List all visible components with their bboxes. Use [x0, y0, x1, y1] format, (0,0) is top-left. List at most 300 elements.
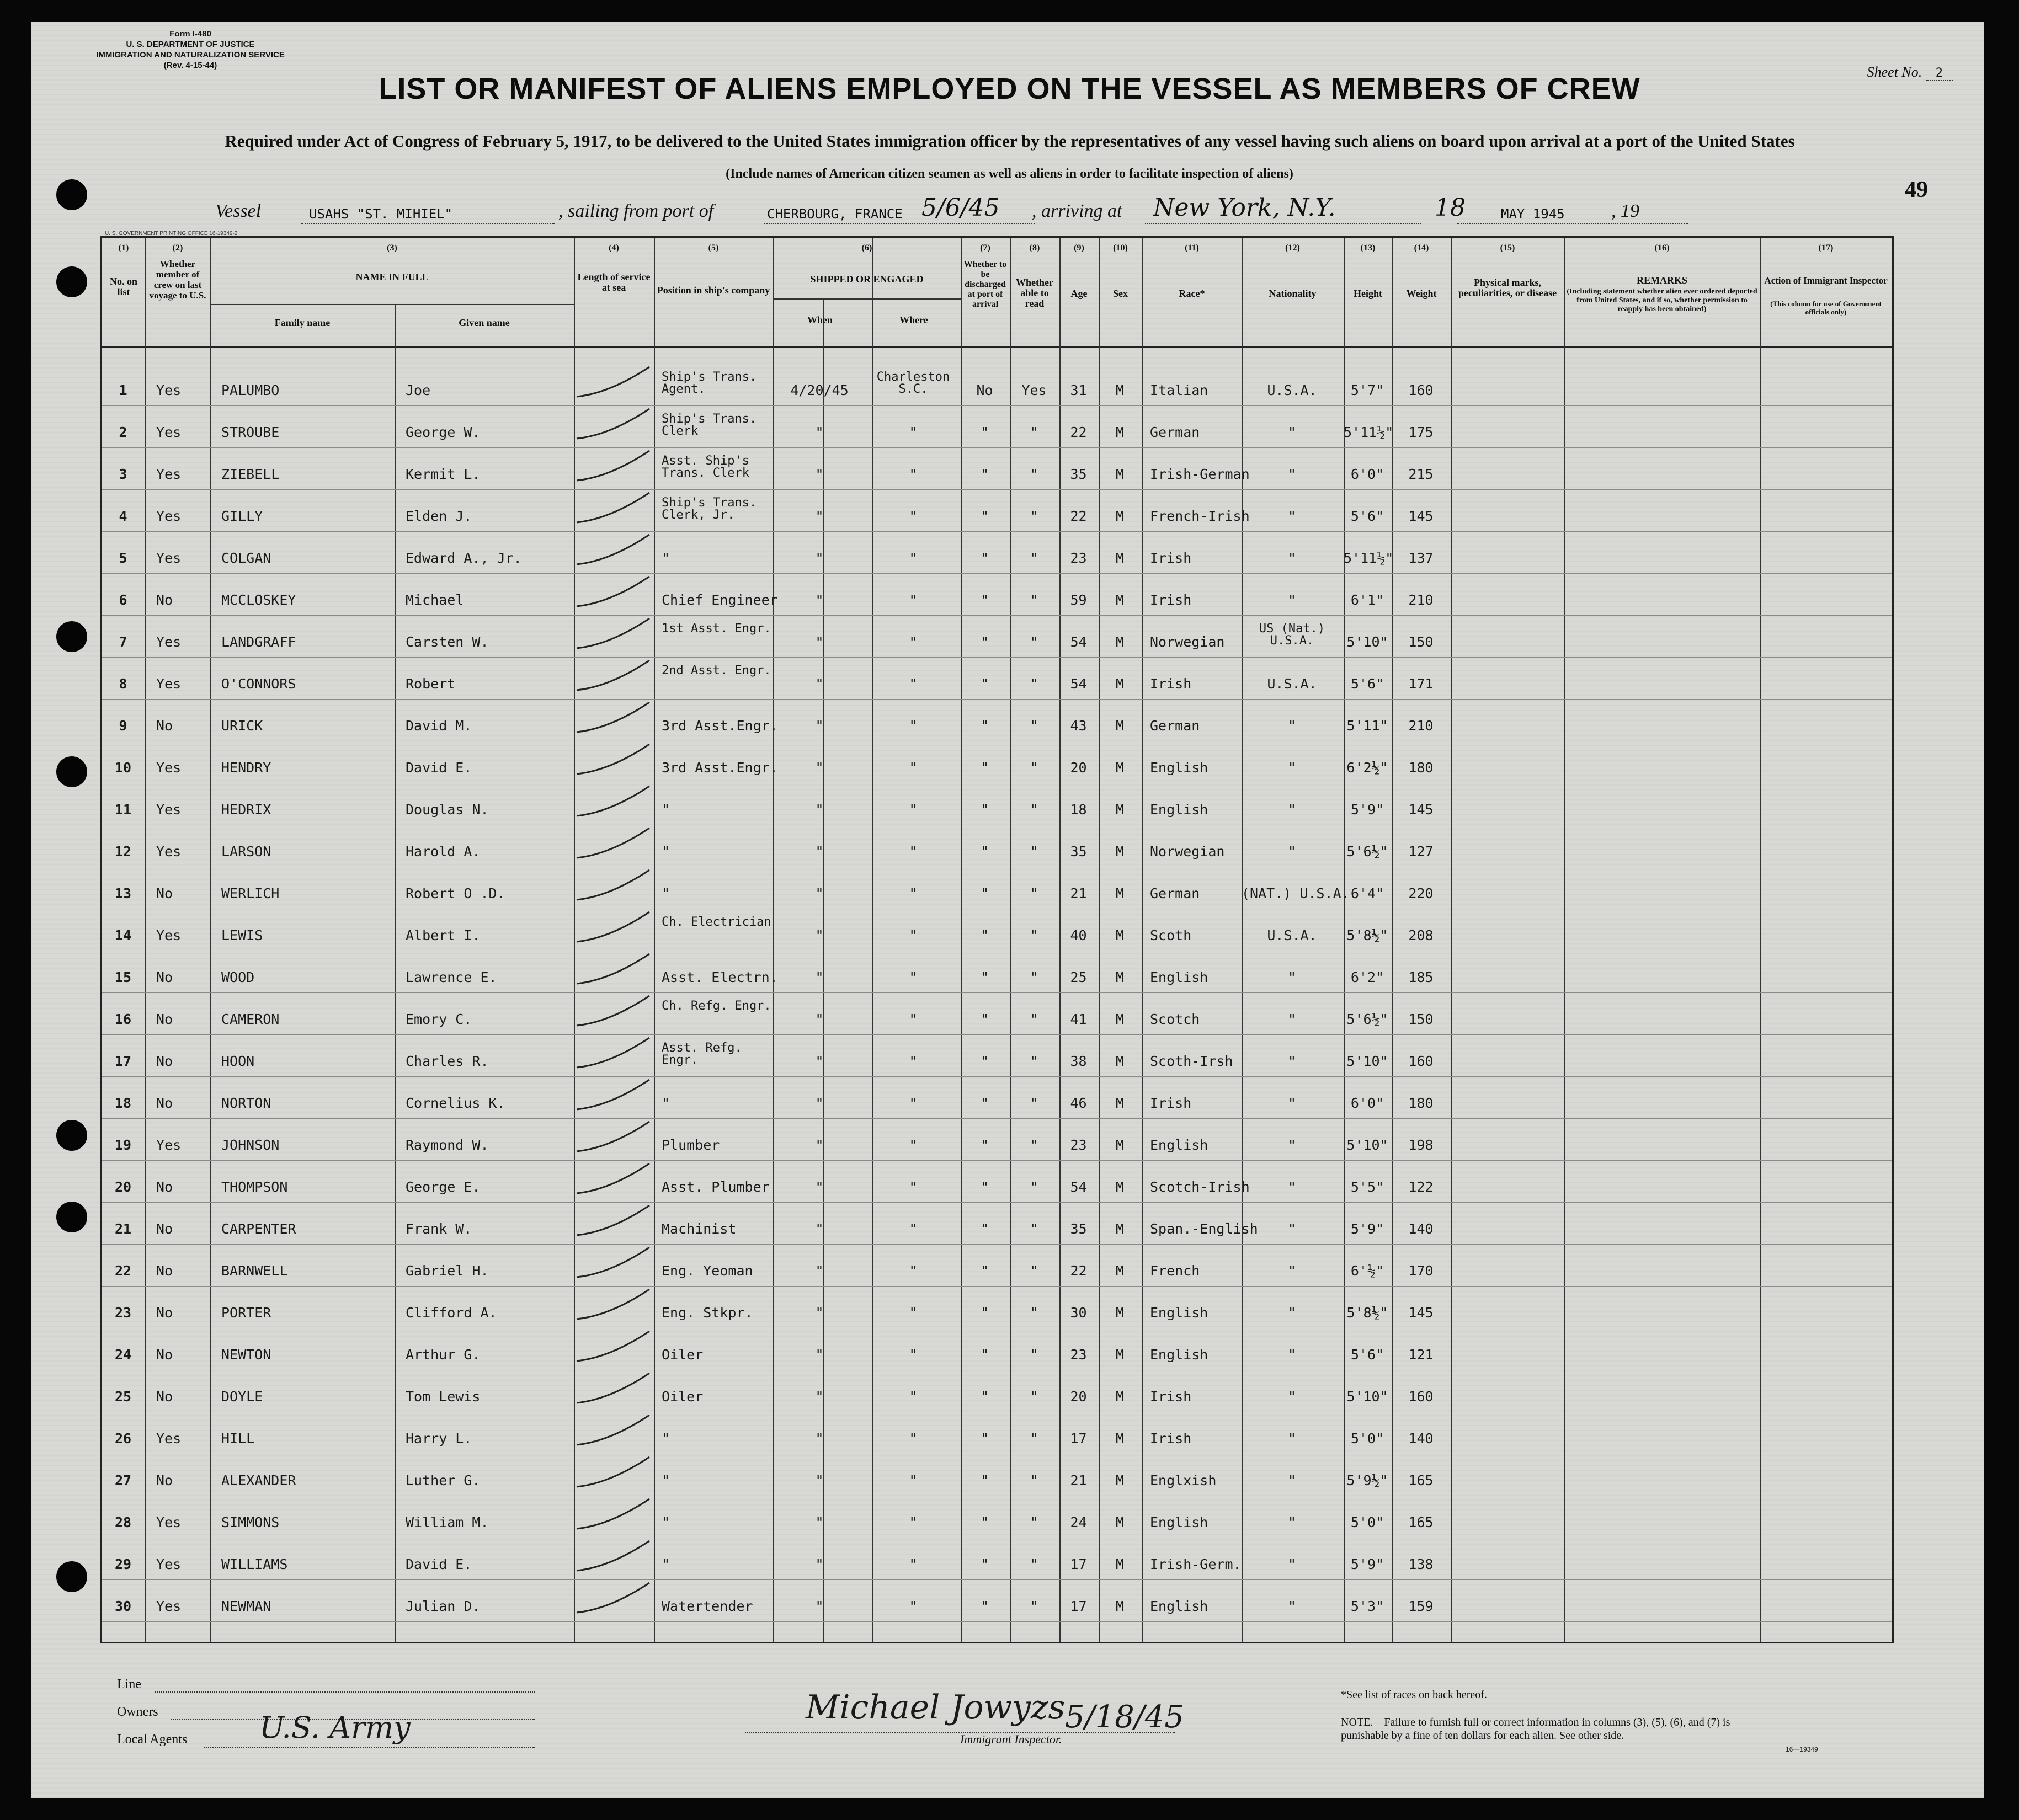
cell-family-name: NORTON [221, 1095, 271, 1111]
cell-given-name: Michael [406, 592, 464, 608]
cell-row-number: 6 [119, 592, 127, 608]
cell-height: 5'9" [1350, 1221, 1384, 1237]
cell-given-name: Arthur G. [406, 1347, 481, 1363]
cell-family-name: LEWIS [221, 927, 263, 943]
cell-discharged: " [980, 1179, 989, 1195]
port-date: 5/6/45 [921, 194, 1000, 222]
cell-shipped-when: " [815, 676, 824, 692]
service-length-mark [577, 1247, 649, 1277]
cell-discharged: " [980, 508, 989, 524]
cell-sex: M [1115, 508, 1125, 524]
cell-age: 35 [1070, 844, 1087, 860]
arrival-month-year: MAY 1945 [1501, 206, 1565, 222]
cell-weight: 122 [1408, 1179, 1434, 1195]
cell-last-voyage: Yes [156, 424, 182, 440]
cell-family-name: WERLICH [221, 885, 280, 901]
cell-weight: 160 [1408, 382, 1434, 398]
cell-weight: 208 [1408, 927, 1434, 943]
cell-shipped-when: " [815, 1389, 824, 1405]
cell-age: 21 [1070, 885, 1087, 901]
cell-discharged: " [980, 466, 989, 482]
service-length-mark [577, 367, 649, 397]
cell-nationality: " [1287, 802, 1297, 818]
cell-sex: M [1115, 1598, 1125, 1614]
owners-label: Owners [117, 1705, 158, 1719]
cell-race: French-Irish [1150, 508, 1250, 524]
cell-able-to-read: " [1030, 760, 1038, 776]
cell-discharged: " [980, 844, 989, 860]
cell-shipped-when: " [815, 1137, 824, 1153]
cell-position: Ship's Trans. Agent. [662, 370, 757, 396]
cell-given-name: Douglas N. [406, 802, 489, 818]
cell-position: Asst. Plumber [662, 1179, 770, 1195]
cell-last-voyage: Yes [156, 1598, 182, 1614]
cell-nationality: " [1287, 760, 1297, 776]
cell-family-name: THOMPSON [221, 1179, 288, 1195]
cell-nationality: " [1287, 1221, 1297, 1237]
local-agents-label: Local Agents [117, 1732, 188, 1747]
cell-sex: M [1115, 466, 1125, 482]
cell-nationality: " [1287, 1514, 1297, 1530]
cell-sex: M [1115, 1431, 1125, 1447]
cell-nationality: U.S.A. [1267, 382, 1317, 398]
cell-able-to-read: " [1030, 1431, 1038, 1447]
cell-race: English [1150, 1347, 1208, 1363]
cell-nationality: U.S.A. [1267, 676, 1317, 692]
cell-able-to-read: " [1030, 1305, 1038, 1321]
cell-discharged: " [980, 1598, 989, 1614]
cell-sex: M [1115, 382, 1125, 398]
service-length-mark [577, 954, 649, 984]
cell-sex: M [1115, 1305, 1125, 1321]
cell-weight: 171 [1408, 676, 1434, 692]
cell-given-name: Kermit L. [406, 466, 481, 482]
cell-shipped-when: " [815, 718, 824, 734]
cell-position: 1st Asst. Engr. [662, 622, 771, 636]
cell-given-name: Harold A. [406, 844, 481, 860]
cell-able-to-read: " [1030, 1389, 1038, 1405]
cell-row-number: 22 [114, 1263, 132, 1279]
cell-height: 5'5" [1350, 1179, 1384, 1195]
cell-weight: 210 [1408, 592, 1434, 608]
cell-shipped-when: " [815, 844, 824, 860]
cell-discharged: " [980, 1514, 989, 1530]
cell-family-name: LANDGRAFF [221, 634, 296, 650]
cell-nationality: " [1287, 1472, 1297, 1488]
cell-shipped-when: " [815, 1263, 824, 1279]
service-length-mark [577, 535, 649, 564]
binder-hole [56, 756, 87, 787]
cell-height: 5'0" [1350, 1431, 1384, 1447]
cell-nationality: U.S.A. [1267, 927, 1317, 943]
cell-age: 54 [1070, 676, 1087, 692]
cell-sex: M [1115, 1179, 1125, 1195]
cell-sex: M [1115, 1137, 1125, 1153]
cell-nationality: " [1287, 1263, 1297, 1279]
column-number-17: (17) [1818, 243, 1834, 253]
header-race: Race* [1179, 288, 1205, 299]
cell-sex: M [1115, 1011, 1125, 1027]
cell-last-voyage: Yes [156, 802, 182, 818]
header-age: Age [1070, 288, 1088, 299]
sheet-value: 2 [1926, 66, 1953, 81]
service-length-mark [577, 451, 649, 481]
cell-row-number: 5 [119, 550, 127, 566]
service-length-mark [577, 618, 649, 648]
sailing-label: , sailing from port of [558, 201, 714, 221]
cell-row-number: 4 [119, 508, 127, 524]
cell-height: 5'6" [1350, 1347, 1384, 1363]
cell-nationality: " [1287, 844, 1297, 860]
cell-able-to-read: " [1030, 1137, 1038, 1153]
cell-position: 3rd Asst.Engr. [662, 718, 778, 734]
cell-shipped-where: " [909, 466, 918, 482]
cell-race: Scoth-Irsh [1150, 1053, 1233, 1069]
cell-sex: M [1115, 718, 1125, 734]
cell-position: Chief Engineer [662, 592, 778, 608]
service-length-mark [577, 1205, 649, 1235]
cell-shipped-where: Charleston S.C. [876, 370, 950, 396]
cell-row-number: 8 [119, 676, 127, 692]
cell-given-name: Raymond W. [406, 1137, 489, 1153]
cell-sex: M [1115, 760, 1125, 776]
cell-discharged: " [980, 1095, 989, 1111]
cell-height: 6'½" [1350, 1263, 1384, 1279]
cell-race: English [1150, 760, 1208, 776]
cell-weight: 185 [1408, 969, 1434, 985]
cell-given-name: Charles R. [406, 1053, 489, 1069]
cell-weight: 145 [1408, 802, 1434, 818]
cell-given-name: David E. [406, 760, 472, 776]
cell-sex: M [1115, 885, 1125, 901]
service-length-marks [102, 238, 1892, 1642]
document-subtitle: Required under Act of Congress of February 5, 1917, to be delivered to the United States immigration officer by the representatives of any vessel having such aliens on board upon arrival at a port of the United States [225, 131, 1795, 151]
cell-discharged: " [980, 802, 989, 818]
cell-discharged: " [980, 1137, 989, 1153]
cell-row-number: 21 [114, 1221, 132, 1237]
cell-shipped-where: " [909, 1179, 918, 1195]
cell-shipped-when: " [815, 1514, 824, 1530]
cell-age: 35 [1070, 1221, 1087, 1237]
column-number-7: (7) [980, 243, 990, 253]
vessel-value: USAHS "ST. MIHIEL" [309, 206, 453, 222]
cell-sex: M [1115, 634, 1125, 650]
cell-race: Irish [1150, 676, 1192, 692]
cell-weight: 150 [1408, 1011, 1434, 1027]
cell-able-to-read: " [1030, 1514, 1038, 1530]
cell-nationality: " [1287, 1053, 1297, 1069]
cell-race: Italian [1150, 382, 1208, 398]
cell-position: Machinist [662, 1221, 737, 1237]
cell-family-name: STROUBE [221, 424, 280, 440]
header-sex: Sex [1113, 288, 1128, 299]
cell-family-name: JOHNSON [221, 1137, 280, 1153]
cell-discharged: " [980, 927, 989, 943]
cell-able-to-read: " [1030, 1095, 1038, 1111]
cell-last-voyage: No [156, 592, 173, 608]
service-length-mark [577, 1541, 649, 1571]
cell-height: 5'11½" [1344, 550, 1394, 566]
cell-given-name: Albert I. [406, 927, 481, 943]
cell-age: 25 [1070, 969, 1087, 985]
cell-nationality: " [1287, 1347, 1297, 1363]
cell-family-name: LARSON [221, 844, 271, 860]
column-number-14: (14) [1414, 243, 1429, 253]
sheet-label: Sheet No. [1867, 64, 1922, 80]
service-length-mark [577, 409, 649, 439]
cell-shipped-when: 4/20/45 [790, 382, 849, 398]
cell-height: 5'10" [1346, 1053, 1388, 1069]
cell-age: 18 [1070, 802, 1087, 818]
cell-family-name: MCCLOSKEY [221, 592, 296, 608]
cell-shipped-where: " [909, 844, 918, 860]
cell-given-name: Tom Lewis [406, 1389, 481, 1405]
cell-race: English [1150, 1305, 1208, 1321]
header-discharged: Whether to be discharged at port of arrival [963, 260, 1007, 309]
vessel-label: Vessel [215, 201, 262, 221]
cell-row-number: 12 [114, 844, 132, 860]
cell-race: English [1150, 1137, 1208, 1153]
fine-note: NOTE.—Failure to furnish full or correct information in columns (3), (5), (6), and (7) is punishable by a fine of ten dollars for each alien. See other side. [1341, 1716, 1730, 1742]
column-number-11: (11) [1185, 243, 1199, 253]
cell-nationality: " [1287, 1598, 1297, 1614]
column-number-9: (9) [1074, 243, 1084, 253]
cell-able-to-read: " [1030, 969, 1038, 985]
cell-nationality: " [1287, 550, 1297, 566]
cell-position: Ch. Refg. Engr. [662, 999, 771, 1013]
document-title: LIST OR MANIFEST OF ALIENS EMPLOYED ON THE VESSEL AS MEMBERS OF CREW [379, 72, 1640, 105]
cell-age: 54 [1070, 1179, 1087, 1195]
cell-race: Irish [1150, 1389, 1192, 1405]
cell-sex: M [1115, 1472, 1125, 1488]
header-when: When [807, 314, 833, 325]
cell-last-voyage: No [156, 1347, 173, 1363]
cell-age: 22 [1070, 1263, 1087, 1279]
cell-last-voyage: No [156, 1179, 173, 1195]
cell-able-to-read: " [1030, 676, 1038, 692]
header-shipped-engaged: SHIPPED OR ENGAGED [810, 274, 924, 285]
cell-weight: 210 [1408, 718, 1434, 734]
cell-able-to-read: " [1030, 718, 1038, 734]
cell-age: 22 [1070, 508, 1087, 524]
cell-family-name: ALEXANDER [221, 1472, 296, 1488]
cell-sex: M [1115, 1389, 1125, 1405]
cell-given-name: David M. [406, 718, 472, 734]
cell-last-voyage: No [156, 1305, 173, 1321]
cell-age: 38 [1070, 1053, 1087, 1069]
cell-position: " [662, 1514, 670, 1530]
column-number-6: (6) [861, 243, 872, 253]
cell-last-voyage: No [156, 1095, 173, 1111]
cell-row-number: 25 [114, 1389, 132, 1405]
header-given-name: Given name [459, 317, 510, 328]
cell-able-to-read: " [1030, 634, 1038, 650]
inspector-date: 5/18/45 [1065, 1699, 1184, 1735]
cell-last-voyage: No [156, 1011, 173, 1027]
port-value: CHERBOURG, FRANCE [767, 206, 903, 222]
cell-last-voyage: Yes [156, 927, 182, 943]
cell-race: English [1150, 1514, 1208, 1530]
cell-weight: 215 [1408, 466, 1434, 482]
cell-shipped-when: " [815, 1095, 824, 1111]
cell-nationality: " [1287, 1137, 1297, 1153]
crew-table [100, 236, 1894, 1643]
cell-race: English [1150, 802, 1208, 818]
service-length-mark [577, 1373, 649, 1403]
cell-race: English [1150, 969, 1208, 985]
cell-given-name: Clifford A. [406, 1305, 497, 1321]
cell-age: 21 [1070, 1472, 1087, 1488]
cell-discharged: " [980, 592, 989, 608]
line-label: Line [117, 1677, 141, 1691]
cell-last-voyage: Yes [156, 1556, 182, 1572]
service-length-mark [577, 660, 649, 690]
service-length-mark [577, 1122, 649, 1151]
cell-race: Scotch-Irish [1150, 1179, 1250, 1195]
cell-nationality: " [1287, 1179, 1297, 1195]
cell-position: " [662, 1431, 670, 1447]
cell-sex: M [1115, 1095, 1125, 1111]
cell-able-to-read: " [1030, 424, 1038, 440]
cell-shipped-when: " [815, 466, 824, 482]
cell-height: 5'6½" [1346, 1011, 1388, 1027]
cell-race: German [1150, 718, 1200, 734]
cell-nationality: " [1287, 1011, 1297, 1027]
cell-sex: M [1115, 1221, 1125, 1237]
cell-given-name: George E. [406, 1179, 481, 1195]
cell-nationality: " [1287, 1095, 1297, 1111]
cell-able-to-read: " [1030, 1472, 1038, 1488]
header-where: Where [899, 314, 928, 325]
cell-discharged: " [980, 1472, 989, 1488]
header-able-to-read: Whether able to read [1016, 277, 1053, 309]
cell-shipped-when: " [815, 1053, 824, 1069]
cell-shipped-where: " [909, 1431, 918, 1447]
column-number-16: (16) [1654, 243, 1670, 253]
cell-weight: 150 [1408, 634, 1434, 650]
cell-position: Asst. Electrn. [662, 969, 778, 985]
cell-last-voyage: Yes [156, 676, 182, 692]
cell-shipped-where: " [909, 424, 918, 440]
cell-age: 54 [1070, 634, 1087, 650]
binder-hole [56, 179, 87, 210]
cell-nationality: US (Nat.) U.S.A. [1259, 622, 1325, 648]
cell-discharged: " [980, 1431, 989, 1447]
cell-last-voyage: Yes [156, 1431, 182, 1447]
cell-row-number: 30 [114, 1598, 132, 1614]
cell-row-number: 13 [114, 885, 132, 901]
cell-sex: M [1115, 1263, 1125, 1279]
cell-height: 6'0" [1350, 1095, 1384, 1111]
cell-row-number: 29 [114, 1556, 132, 1572]
cell-discharged: " [980, 885, 989, 901]
column-number-8: (8) [1029, 243, 1040, 253]
department-name: U. S. DEPARTMENT OF JUSTICE [126, 40, 255, 49]
cell-shipped-where: " [909, 760, 918, 776]
arrival-day: 18 [1435, 194, 1466, 222]
cell-family-name: NEWMAN [221, 1598, 271, 1614]
cell-sex: M [1115, 550, 1125, 566]
cell-position: Plumber [662, 1137, 720, 1153]
cell-given-name: Carsten W. [406, 634, 489, 650]
cell-height: 5'8½" [1346, 927, 1388, 943]
cell-row-number: 24 [114, 1347, 132, 1363]
cell-last-voyage: No [156, 1472, 173, 1488]
cell-height: 5'11½" [1344, 424, 1394, 440]
cell-shipped-when: " [815, 1305, 824, 1321]
cell-discharged: " [980, 634, 989, 650]
cell-row-number: 28 [114, 1514, 132, 1530]
cell-race: Span.-English [1150, 1221, 1258, 1237]
cell-family-name: NEWTON [221, 1347, 271, 1363]
cell-weight: 198 [1408, 1137, 1434, 1153]
cell-race: Irish-German [1150, 466, 1250, 482]
cell-row-number: 10 [114, 760, 132, 776]
cell-weight: 160 [1408, 1053, 1434, 1069]
cell-shipped-where: " [909, 1095, 918, 1111]
cell-family-name: HENDRY [221, 760, 271, 776]
service-length-mark [577, 996, 649, 1026]
cell-given-name: Joe [406, 382, 431, 398]
cell-shipped-when: " [815, 802, 824, 818]
service-length-mark [577, 1583, 649, 1613]
cell-position: Oiler [662, 1347, 704, 1363]
cell-sex: M [1115, 844, 1125, 860]
cell-family-name: WOOD [221, 969, 255, 985]
cell-last-voyage: Yes [156, 844, 182, 860]
cell-shipped-where: " [909, 1472, 918, 1488]
cell-last-voyage: No [156, 1263, 173, 1279]
binder-hole [56, 621, 87, 652]
header-no-on-list: No. on list [109, 276, 137, 297]
cell-nationality: " [1287, 424, 1297, 440]
column-number-2: (2) [172, 243, 183, 253]
cell-weight: 180 [1408, 760, 1434, 776]
cell-able-to-read: " [1030, 508, 1038, 524]
races-note: *See list of races on back hereof. [1341, 1689, 1487, 1701]
cell-discharged: " [980, 550, 989, 566]
cell-discharged: No [976, 382, 993, 398]
column-number-13: (13) [1360, 243, 1376, 253]
cell-row-number: 18 [114, 1095, 132, 1111]
column-number-1: (1) [118, 243, 129, 253]
cell-shipped-where: " [909, 1053, 918, 1069]
cell-shipped-where: " [909, 634, 918, 650]
cell-row-number: 20 [114, 1179, 132, 1195]
cell-height: 6'4" [1350, 885, 1384, 901]
cell-age: 46 [1070, 1095, 1087, 1111]
service-length-mark [577, 1499, 649, 1529]
cell-shipped-when: " [815, 1472, 824, 1488]
cell-row-number: 17 [114, 1053, 132, 1069]
document-instruction: (Include names of American citizen seamen as well as aliens in order to facilitate inspection of aliens) [726, 167, 1293, 181]
cell-last-voyage: Yes [156, 1514, 182, 1530]
cell-shipped-when: " [815, 1598, 824, 1614]
service-length-mark [577, 1163, 649, 1193]
cell-race: Englxish [1150, 1472, 1217, 1488]
vessel-line [188, 193, 1688, 226]
cell-sex: M [1115, 927, 1125, 943]
arriving-value: New York, N.Y. [1153, 194, 1336, 222]
cell-able-to-read: " [1030, 844, 1038, 860]
cell-race: Irish-Germ. [1150, 1556, 1242, 1572]
cell-position: Ship's Trans. Clerk [662, 412, 757, 438]
cell-weight: 137 [1408, 550, 1434, 566]
cell-given-name: Emory C. [406, 1011, 472, 1027]
cell-family-name: CARPENTER [221, 1221, 296, 1237]
cell-shipped-when: " [815, 1179, 824, 1195]
cell-given-name: Robert O .D. [406, 885, 505, 901]
